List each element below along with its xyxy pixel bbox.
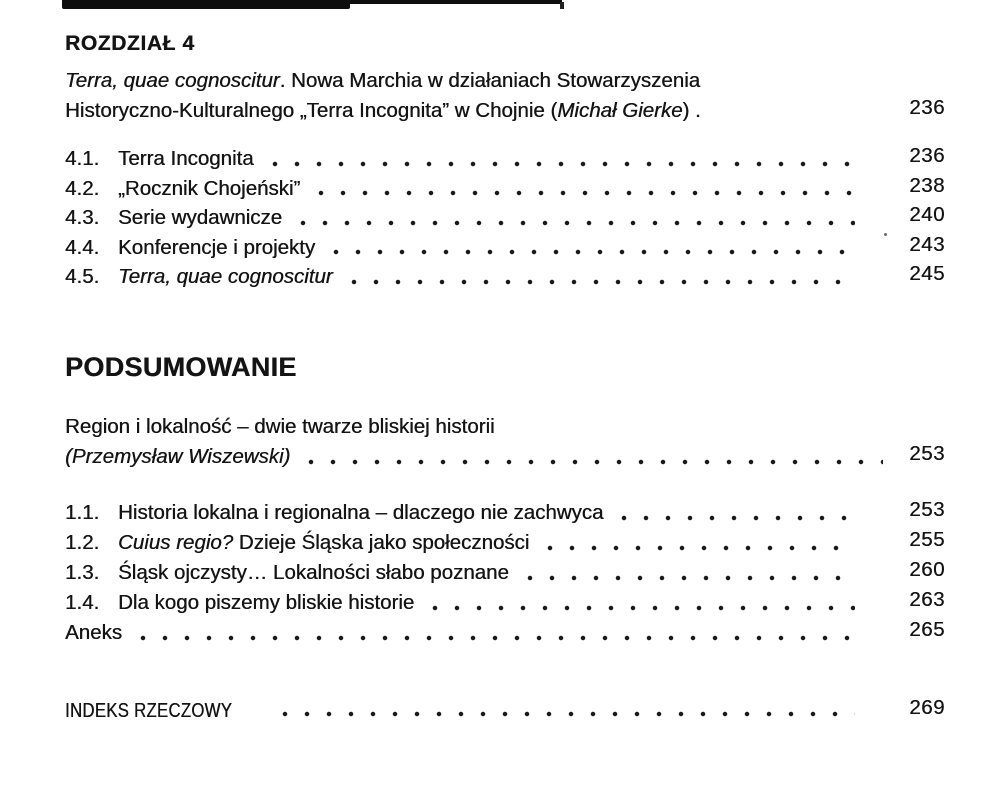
chapter-title-rest: . Nowa Marchia w działaniach Stowarzyszenia (279, 69, 701, 92)
chapter-author: Michał Gierke (557, 99, 683, 122)
page-number: 253 (909, 441, 945, 465)
chapter-title-row (65, 66, 945, 126)
entry-label-text: Serie wydawnicze (118, 206, 283, 229)
page-number: 236 (909, 96, 945, 119)
dot-leader (274, 698, 855, 724)
dot-leader (292, 203, 855, 233)
chapter-title-line-1 (65, 66, 883, 96)
entry-label-text: „Rocznik Chojeński” (118, 176, 301, 200)
entry-number: 1.4. (65, 590, 100, 614)
toc-row (65, 203, 945, 233)
toc-row (65, 233, 945, 263)
page-number: 243 (909, 232, 945, 256)
entry-label (118, 262, 333, 292)
entry-label-text: Dzieje Śląska jako społeczności (233, 530, 530, 554)
dot-leader (539, 528, 855, 558)
toc-row-aneks (65, 618, 945, 648)
chapter-heading: ROZDZIAŁ 4 (65, 32, 195, 55)
entry-number: 4.2. (65, 176, 100, 200)
summary-intro-row (65, 412, 945, 472)
entry-number: 4.5. (65, 265, 100, 288)
summary-entries (65, 498, 945, 648)
entry-label (118, 144, 254, 174)
toc-row (65, 588, 945, 618)
page-number: 260 (909, 557, 945, 581)
summary-author: (Przemysław Wiszewski) (65, 444, 291, 468)
entry-number: 1.2. (65, 530, 100, 554)
summary-intro-line-1: Region i lokalność – dwie twarze bliskiej historii (65, 414, 495, 438)
dot-leader (132, 618, 855, 648)
entry-number: 4.3. (65, 206, 100, 229)
chapter-title-line2-post: ) . (682, 99, 701, 122)
dot-leader (310, 174, 855, 204)
entry-label (118, 528, 529, 558)
chapter-title-line-2 (65, 96, 883, 126)
entry-label-italic: Cuius regio? (118, 530, 234, 554)
entry-number: 1.3. (65, 560, 100, 584)
entry-label-text: Terra Incognita (118, 147, 254, 170)
summary-intro (65, 412, 883, 472)
toc-row (65, 262, 945, 292)
entry-number: 4.1. (65, 147, 100, 170)
summary-intro-line-2 (65, 442, 883, 472)
entry-label (65, 618, 122, 648)
toc-row (65, 174, 945, 204)
page-number: 255 (909, 527, 945, 551)
page-number: 253 (909, 497, 945, 521)
page-number: 236 (909, 144, 945, 167)
dot-leader (264, 144, 855, 174)
entry-label-text: Aneks (65, 620, 122, 644)
entry-number: 4.4. (65, 235, 100, 259)
chapter-entries (65, 144, 945, 292)
index-row (65, 695, 945, 724)
dot-leader (343, 262, 855, 292)
dot-leader (325, 233, 855, 263)
page-number: 240 (909, 203, 945, 226)
index-label: INDEKS RZECZOWY (65, 699, 233, 722)
toc-row (65, 498, 945, 528)
page-number: 265 (909, 617, 945, 641)
entry-label (118, 174, 300, 204)
chapter-title-line2-pre: Historyczno-Kulturalnego „Terra Incognita” w Chojnie ( (65, 99, 558, 122)
dot-leader (613, 498, 855, 528)
entry-label-text: Dla kogo piszemy bliskie historie (118, 590, 415, 614)
page-number: 263 (909, 587, 945, 611)
entry-label (118, 203, 282, 233)
entry-label-text: Śląsk ojczysty… Lokalności słabo poznane (118, 560, 509, 584)
entry-label (118, 498, 603, 528)
entry-label-italic: Terra, quae cognoscitur (118, 265, 333, 288)
page-number: 269 (909, 695, 945, 719)
entry-label (118, 233, 315, 263)
entry-label-text: Konferencje i projekty (118, 235, 316, 259)
toc-content (65, 0, 945, 724)
dot-leader (519, 558, 855, 588)
entry-label-text: Historia lokalna i regionalna – dlaczego nie zachwyca (118, 500, 604, 524)
summary-heading: PODSUMOWANIE (65, 351, 297, 382)
page-number: 238 (909, 173, 945, 197)
dot-leader (424, 588, 855, 618)
toc-row (65, 558, 945, 588)
toc-row (65, 144, 945, 174)
chapter-title-italic: Terra, quae cognoscitur (65, 69, 280, 92)
toc-row (65, 528, 945, 558)
entry-label (118, 558, 509, 588)
entry-number: 1.1. (65, 500, 100, 524)
page-number: 245 (909, 262, 945, 285)
chapter-title (65, 66, 883, 126)
dot-leader (300, 442, 883, 472)
entry-label (118, 588, 414, 618)
